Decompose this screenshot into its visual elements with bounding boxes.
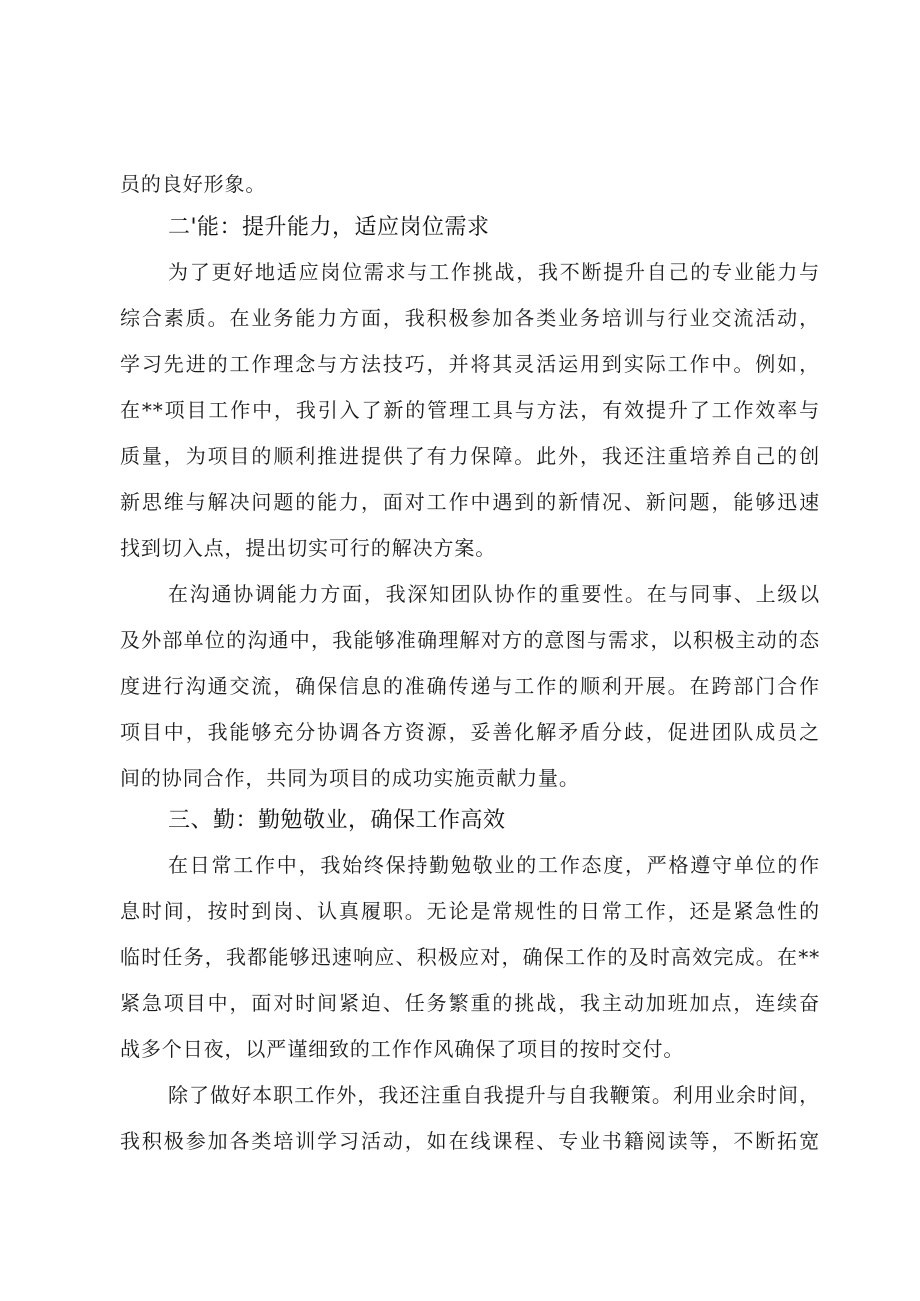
text-line: 临时任务，我都能够迅速响应、积极应对，确保工作的及时高效完成。在** <box>120 945 820 969</box>
text-line: 及外部单位的沟通中，我能够准确理解对方的意图与需求，以积极主动的态 <box>120 628 820 652</box>
text-line: 在沟通协调能力方面，我深知团队协作的重要性。在与同事、上级以 <box>168 582 820 606</box>
text-line: 间的协同合作，共同为项目的成功实施贡献力量。 <box>120 766 580 790</box>
text-line: 息时间，按时到岗、认真履职。无论是常规性的日常工作，还是紧急性的 <box>120 899 820 923</box>
text-line: 质量，为项目的顺利推进提供了有力保障。此外，我还注重培养自己的创 <box>120 444 820 468</box>
text-line: 学习先进的工作理念与方法技巧，并将其灵活运用到实际工作中。例如， <box>120 352 820 376</box>
text-line: 战多个日夜，以严谨细致的工作作风确保了项目的按时交付。 <box>120 1037 685 1061</box>
text-line: 新思维与解决问题的能力，面对工作中遇到的新情况、新问题，能够迅速 <box>120 490 820 514</box>
section-heading-3: 三、勤：勤勉敬业，确保工作高效 <box>168 808 506 833</box>
text-line: 员的良好形象。 <box>120 172 267 196</box>
text-line: 在日常工作中，我始终保持勤勉敬业的工作态度，严格遵守单位的作 <box>168 853 820 877</box>
section-heading-2: 二'能：提升能力，适应岗位需求 <box>168 215 490 240</box>
text-line: 紧急项目中，面对时间紧迫、任务繁重的挑战，我主动加班加点，连续奋 <box>120 991 820 1015</box>
text-line: 项目中，我能够充分协调各方资源，妥善化解矛盾分歧，促进团队成员之 <box>120 720 820 744</box>
text-line: 度进行沟通交流，确保信息的准确传递与工作的顺利开展。在跨部门合作 <box>120 674 820 698</box>
text-line: 除了做好本职工作外，我还注重自我提升与自我鞭策。利用业余时间， <box>168 1083 820 1107</box>
text-line: 在**项目工作中，我引入了新的管理工具与方法，有效提升了工作效率与 <box>120 398 820 422</box>
text-line: 找到切入点，提出切实可行的解决方案。 <box>120 536 497 560</box>
text-line: 综合素质。在业务能力方面，我积极参加各类业务培训与行业交流活动， <box>120 306 820 330</box>
text-line: 为了更好地适应岗位需求与工作挑战，我不断提升自己的专业能力与 <box>168 260 820 284</box>
text-line: 我积极参加各类培训学习活动，如在线课程、专业书籍阅读等，不断拓宽 <box>120 1129 820 1153</box>
